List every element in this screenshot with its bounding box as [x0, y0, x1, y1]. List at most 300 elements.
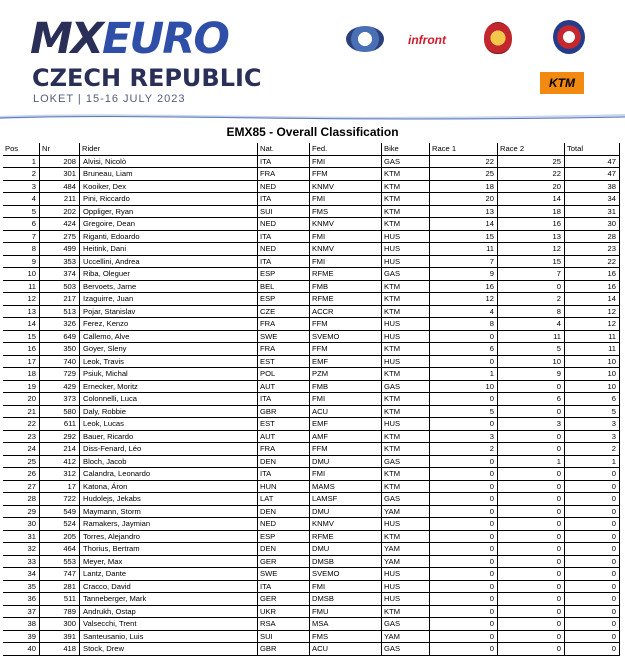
cell-pos: 22: [3, 418, 40, 431]
cell-rider: Cracco, David: [80, 581, 258, 594]
cell-bike: GAS: [382, 268, 430, 281]
cell-fed: FMI: [310, 231, 382, 244]
cell-pos: 36: [3, 593, 40, 606]
cell-race1: 0: [430, 493, 498, 506]
table-row: [3, 168, 620, 181]
cell-race2: 20: [498, 181, 565, 194]
cell-race2: 0: [498, 431, 565, 444]
cell-pos: 24: [3, 443, 40, 456]
cell-race1: 0: [430, 518, 498, 531]
cell-pos: 32: [3, 543, 40, 556]
cell-total: 47: [565, 156, 620, 169]
cell-rider: Maymann, Storm: [80, 506, 258, 519]
cell-fed: MSA: [310, 618, 382, 631]
cell-rider: Valsecchi, Trent: [80, 618, 258, 631]
cell-pos: 14: [3, 318, 40, 331]
cell-bike: HUS: [382, 568, 430, 581]
table-row: [3, 193, 620, 206]
table-row: [3, 568, 620, 581]
cell-race2: 1: [498, 456, 565, 469]
cell-bike: KTM: [382, 306, 430, 319]
cell-rider: Heitink, Dani: [80, 243, 258, 256]
cell-nr: 484: [40, 181, 80, 194]
table-row: [3, 318, 620, 331]
cell-nat: NED: [258, 181, 310, 194]
cell-nat: HUN: [258, 481, 310, 494]
cell-race2: 0: [498, 468, 565, 481]
table-header-row: [3, 143, 620, 156]
cell-race2: 0: [498, 531, 565, 544]
cell-nr: 17: [40, 481, 80, 494]
cell-pos: 7: [3, 231, 40, 244]
cell-race1: 0: [430, 468, 498, 481]
cell-fed: ACCR: [310, 306, 382, 319]
crest-logo: [484, 22, 512, 54]
cell-pos: 9: [3, 256, 40, 269]
col-header-total: Total: [565, 143, 620, 156]
cell-race1: 10: [430, 381, 498, 394]
cell-nat: FRA: [258, 168, 310, 181]
cell-pos: 34: [3, 568, 40, 581]
cell-bike: KTM: [382, 368, 430, 381]
cell-nr: 202: [40, 206, 80, 219]
cell-pos: 2: [3, 168, 40, 181]
col-header-rider: Rider: [80, 143, 258, 156]
cell-rider: Callemo, Alve: [80, 331, 258, 344]
cell-total: 6: [565, 393, 620, 406]
cell-fed: KNMV: [310, 218, 382, 231]
cell-fed: FMB: [310, 381, 382, 394]
cell-nat: UKR: [258, 606, 310, 619]
cell-bike: GAS: [382, 456, 430, 469]
cell-nat: RSA: [258, 618, 310, 631]
cell-total: 12: [565, 318, 620, 331]
cell-fed: FMI: [310, 193, 382, 206]
cell-race1: 18: [430, 181, 498, 194]
ktm-logo: KTM: [540, 72, 584, 94]
cell-pos: 11: [3, 281, 40, 294]
cell-rider: Gregoire, Dean: [80, 218, 258, 231]
cell-rider: Bervoets, Jarne: [80, 281, 258, 294]
cell-bike: HUS: [382, 356, 430, 369]
cell-fed: DMSB: [310, 556, 382, 569]
cell-fed: FMI: [310, 256, 382, 269]
cell-race2: 16: [498, 218, 565, 231]
cell-rider: Kooiker, Dex: [80, 181, 258, 194]
table-row: [3, 256, 620, 269]
cell-total: 16: [565, 281, 620, 294]
cell-pos: 18: [3, 368, 40, 381]
cell-nr: 429: [40, 381, 80, 394]
cell-bike: KTM: [382, 406, 430, 419]
cell-bike: KTM: [382, 281, 430, 294]
cell-fed: FMI: [310, 393, 382, 406]
col-header-fed: Fed.: [310, 143, 382, 156]
table-row: [3, 381, 620, 394]
cell-race2: 0: [498, 281, 565, 294]
cell-pos: 20: [3, 393, 40, 406]
cell-nr: 373: [40, 393, 80, 406]
table-row: [3, 506, 620, 519]
cell-nr: 499: [40, 243, 80, 256]
cell-fed: RFME: [310, 268, 382, 281]
cell-pos: 23: [3, 431, 40, 444]
cell-nat: NED: [258, 218, 310, 231]
cell-rider: Bruneau, Liam: [80, 168, 258, 181]
classification-title: EMX85 - Overall Classification: [226, 125, 399, 139]
cell-total: 0: [565, 493, 620, 506]
cell-fed: RFME: [310, 293, 382, 306]
cell-fed: PZM: [310, 368, 382, 381]
cell-nr: 300: [40, 618, 80, 631]
cell-nat: DEN: [258, 456, 310, 469]
cell-total: 47: [565, 168, 620, 181]
cell-race1: 20: [430, 193, 498, 206]
cell-rider: Santeusanio, Luis: [80, 631, 258, 644]
cell-rider: Leok, Travis: [80, 356, 258, 369]
table-row: [3, 456, 620, 469]
cell-total: 2: [565, 443, 620, 456]
cell-rider: Daly, Robbie: [80, 406, 258, 419]
cell-nr: 729: [40, 368, 80, 381]
cell-race1: 0: [430, 543, 498, 556]
col-header-bike: Bike: [382, 143, 430, 156]
cell-rider: Diss-Fenard, Léo: [80, 443, 258, 456]
cell-fed: FMS: [310, 206, 382, 219]
cell-nat: ITA: [258, 468, 310, 481]
cell-race1: 16: [430, 281, 498, 294]
cell-total: 0: [565, 518, 620, 531]
cell-pos: 13: [3, 306, 40, 319]
cell-total: 0: [565, 631, 620, 644]
table-row: [3, 393, 620, 406]
cell-pos: 26: [3, 468, 40, 481]
table-row: [3, 643, 620, 656]
cell-pos: 8: [3, 243, 40, 256]
cell-pos: 21: [3, 406, 40, 419]
cell-bike: YAM: [382, 631, 430, 644]
cell-pos: 27: [3, 481, 40, 494]
cell-race1: 0: [430, 568, 498, 581]
cell-nr: 281: [40, 581, 80, 594]
cell-nat: SUI: [258, 631, 310, 644]
cell-pos: 1: [3, 156, 40, 169]
cell-fed: FMB: [310, 281, 382, 294]
cell-race2: 0: [498, 593, 565, 606]
cell-bike: KTM: [382, 181, 430, 194]
cell-rider: Bloch, Jacob: [80, 456, 258, 469]
cell-bike: HUS: [382, 418, 430, 431]
cell-race2: 0: [498, 518, 565, 531]
cell-rider: Andrukh, Ostap: [80, 606, 258, 619]
table-row: [3, 543, 620, 556]
cell-race1: 5: [430, 406, 498, 419]
cell-bike: GAS: [382, 381, 430, 394]
table-row: [3, 281, 620, 294]
cell-nr: 747: [40, 568, 80, 581]
cell-rider: Psiuk, Michal: [80, 368, 258, 381]
table-row: [3, 243, 620, 256]
cell-race1: 22: [430, 156, 498, 169]
cell-bike: KTM: [382, 531, 430, 544]
cell-race1: 0: [430, 393, 498, 406]
cell-nat: FRA: [258, 318, 310, 331]
table-row: [3, 293, 620, 306]
cell-rider: Tanneberger, Mark: [80, 593, 258, 606]
cell-nr: 350: [40, 343, 80, 356]
cell-race1: 0: [430, 531, 498, 544]
cell-fed: AMF: [310, 431, 382, 444]
cell-total: 0: [565, 556, 620, 569]
cell-nat: FRA: [258, 443, 310, 456]
cell-total: 28: [565, 231, 620, 244]
cell-total: 34: [565, 193, 620, 206]
cell-total: 10: [565, 368, 620, 381]
table-row: [3, 181, 620, 194]
col-header-nat: Nat.: [258, 143, 310, 156]
cell-nr: 722: [40, 493, 80, 506]
cell-race2: 5: [498, 343, 565, 356]
event-location-date: LOKET | 15-16 JULY 2023: [33, 93, 186, 105]
cell-fed: KNMV: [310, 518, 382, 531]
cell-nat: ITA: [258, 581, 310, 594]
cell-nat: ITA: [258, 231, 310, 244]
cell-pos: 30: [3, 518, 40, 531]
cell-race1: 4: [430, 306, 498, 319]
cell-race1: 7: [430, 256, 498, 269]
cell-rider: Pojar, Stanislav: [80, 306, 258, 319]
cell-nr: 326: [40, 318, 80, 331]
cell-nat: ESP: [258, 293, 310, 306]
cell-pos: 12: [3, 293, 40, 306]
cell-total: 0: [565, 506, 620, 519]
cell-bike: KTM: [382, 393, 430, 406]
table-row: [3, 518, 620, 531]
table-row: [3, 156, 620, 169]
cell-bike: YAM: [382, 543, 430, 556]
cell-rider: Colonnelli, Luca: [80, 393, 258, 406]
cell-nr: 292: [40, 431, 80, 444]
cell-nat: FRA: [258, 343, 310, 356]
cell-rider: Leok, Lucas: [80, 418, 258, 431]
cell-race2: 0: [498, 443, 565, 456]
table-row: [3, 343, 620, 356]
cell-nr: 214: [40, 443, 80, 456]
cell-race1: 0: [430, 481, 498, 494]
cell-nat: ITA: [258, 393, 310, 406]
cell-nat: SUI: [258, 206, 310, 219]
cell-bike: YAM: [382, 506, 430, 519]
cell-nr: 275: [40, 231, 80, 244]
cell-total: 3: [565, 418, 620, 431]
cell-race1: 0: [430, 593, 498, 606]
cell-race2: 10: [498, 356, 565, 369]
results-table: [3, 143, 620, 656]
cell-bike: HUS: [382, 518, 430, 531]
cell-bike: KTM: [382, 206, 430, 219]
cell-bike: GAS: [382, 643, 430, 656]
cell-nr: 217: [40, 293, 80, 306]
cell-race2: 14: [498, 193, 565, 206]
cell-fed: RFME: [310, 531, 382, 544]
cell-nr: 649: [40, 331, 80, 344]
table-row: [3, 431, 620, 444]
cell-race2: 22: [498, 168, 565, 181]
cell-bike: KTM: [382, 218, 430, 231]
cell-total: 14: [565, 293, 620, 306]
cell-race2: 0: [498, 618, 565, 631]
cell-fed: FFM: [310, 443, 382, 456]
cell-race1: 13: [430, 206, 498, 219]
cell-fed: DMU: [310, 456, 382, 469]
cell-nat: BEL: [258, 281, 310, 294]
cell-race2: 9: [498, 368, 565, 381]
table-row: [3, 418, 620, 431]
cell-fed: FMS: [310, 631, 382, 644]
cell-race1: 8: [430, 318, 498, 331]
cell-pos: 31: [3, 531, 40, 544]
cell-fed: ACU: [310, 406, 382, 419]
cell-race1: 0: [430, 631, 498, 644]
cell-rider: Goyer, Sleny: [80, 343, 258, 356]
cell-total: 0: [565, 643, 620, 656]
cell-nr: 789: [40, 606, 80, 619]
table-row: [3, 618, 620, 631]
cell-nat: DEN: [258, 543, 310, 556]
cell-nat: GER: [258, 593, 310, 606]
cell-nat: LAT: [258, 493, 310, 506]
cell-rider: Ramakers, Jaymian: [80, 518, 258, 531]
cell-race2: 18: [498, 206, 565, 219]
cell-rider: Riganti, Edoardo: [80, 231, 258, 244]
cell-total: 22: [565, 256, 620, 269]
cell-bike: YAM: [382, 556, 430, 569]
cell-pos: 19: [3, 381, 40, 394]
cell-pos: 35: [3, 581, 40, 594]
cell-pos: 15: [3, 331, 40, 344]
logo-euro: EURO: [101, 14, 228, 64]
cell-pos: 3: [3, 181, 40, 194]
cell-nat: ITA: [258, 256, 310, 269]
cell-bike: KTM: [382, 606, 430, 619]
cell-race2: 12: [498, 243, 565, 256]
table-row: [3, 331, 620, 344]
table-row: [3, 306, 620, 319]
cell-fed: EMF: [310, 356, 382, 369]
cell-total: 0: [565, 568, 620, 581]
cell-race2: 15: [498, 256, 565, 269]
cell-nr: 553: [40, 556, 80, 569]
cell-bike: KTM: [382, 193, 430, 206]
cell-nat: SWE: [258, 331, 310, 344]
cell-race1: 0: [430, 556, 498, 569]
cell-race2: 0: [498, 406, 565, 419]
cell-total: 31: [565, 206, 620, 219]
cell-race1: 0: [430, 606, 498, 619]
cell-nat: AUT: [258, 381, 310, 394]
cell-race2: 13: [498, 231, 565, 244]
cell-bike: HUS: [382, 331, 430, 344]
cell-pos: 6: [3, 218, 40, 231]
cell-fed: FMI: [310, 156, 382, 169]
cell-rider: Riba, Oleguer: [80, 268, 258, 281]
cell-total: 0: [565, 593, 620, 606]
table-row: [3, 268, 620, 281]
page-header: [0, 0, 625, 122]
table-row: [3, 481, 620, 494]
cell-pos: 17: [3, 356, 40, 369]
cell-rider: Izaguirre, Juan: [80, 293, 258, 306]
cell-race2: 6: [498, 393, 565, 406]
cell-rider: Meyer, Max: [80, 556, 258, 569]
event-country: CZECH REPUBLIC: [32, 64, 262, 92]
cell-bike: KTM: [382, 481, 430, 494]
cell-rider: Lantz, Dante: [80, 568, 258, 581]
cell-rider: Thorius, Bertram: [80, 543, 258, 556]
cell-fed: FFM: [310, 318, 382, 331]
cell-bike: GAS: [382, 493, 430, 506]
cell-bike: GAS: [382, 618, 430, 631]
cell-fed: DMSB: [310, 593, 382, 606]
table-row: [3, 218, 620, 231]
cell-total: 10: [565, 356, 620, 369]
cell-nat: EST: [258, 418, 310, 431]
cell-race2: 0: [498, 556, 565, 569]
cell-race1: 11: [430, 243, 498, 256]
cell-pos: 4: [3, 193, 40, 206]
cell-rider: Torres, Alejandro: [80, 531, 258, 544]
fim-logo: [346, 26, 384, 52]
cell-race1: 12: [430, 293, 498, 306]
cell-bike: KTM: [382, 343, 430, 356]
cell-rider: Uccellini, Andrea: [80, 256, 258, 269]
cell-total: 0: [565, 581, 620, 594]
cell-rider: Bauer, Ricardo: [80, 431, 258, 444]
cell-total: 0: [565, 531, 620, 544]
cell-nr: 740: [40, 356, 80, 369]
cell-pos: 10: [3, 268, 40, 281]
cell-nat: DEN: [258, 506, 310, 519]
cell-nat: CZE: [258, 306, 310, 319]
cell-nr: 211: [40, 193, 80, 206]
cell-pos: 25: [3, 456, 40, 469]
cell-race2: 11: [498, 331, 565, 344]
cell-rider: Hudolejs, Jekabs: [80, 493, 258, 506]
cell-race2: 0: [498, 606, 565, 619]
cell-nat: NED: [258, 243, 310, 256]
table-row: [3, 606, 620, 619]
cell-bike: KTM: [382, 293, 430, 306]
cell-fed: KNMV: [310, 181, 382, 194]
cell-nat: EST: [258, 356, 310, 369]
cell-bike: HUS: [382, 581, 430, 594]
cell-race2: 7: [498, 268, 565, 281]
cell-nr: 301: [40, 168, 80, 181]
cell-nr: 513: [40, 306, 80, 319]
cell-bike: KTM: [382, 431, 430, 444]
table-row: [3, 406, 620, 419]
cell-total: 30: [565, 218, 620, 231]
cell-race1: 14: [430, 218, 498, 231]
cell-bike: HUS: [382, 243, 430, 256]
cell-fed: SVEMO: [310, 331, 382, 344]
cell-rider: Pini, Riccardo: [80, 193, 258, 206]
cell-rider: Ernecker, Moritz: [80, 381, 258, 394]
cell-total: 0: [565, 606, 620, 619]
cell-race2: 0: [498, 581, 565, 594]
round-badge-logo: [553, 20, 585, 54]
cell-nr: 464: [40, 543, 80, 556]
